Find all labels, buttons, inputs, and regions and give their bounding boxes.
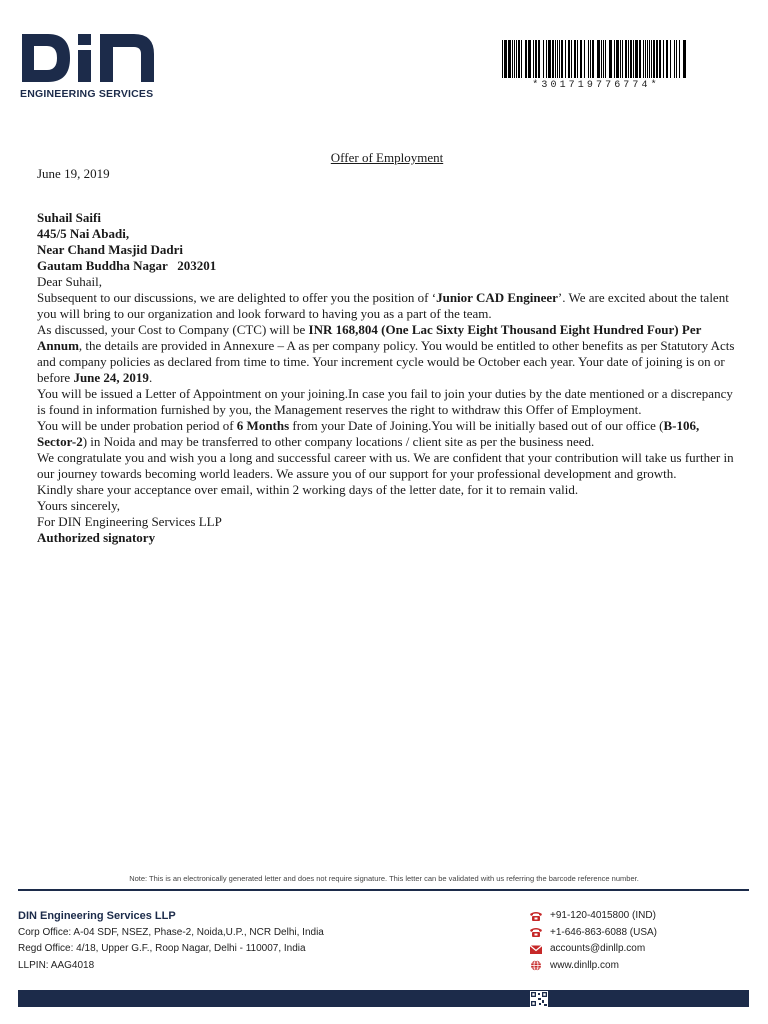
din-logo-mark bbox=[20, 32, 156, 84]
barcode-bar bbox=[543, 40, 544, 78]
barcode-number: *301719776774* bbox=[532, 80, 660, 91]
address-line: Gautam Buddha Nagar 203201 bbox=[37, 258, 217, 273]
barcode-bar bbox=[559, 40, 560, 78]
paragraph-probation bbox=[37, 418, 737, 450]
closing-line: Yours sincerely, bbox=[37, 498, 121, 513]
signatory: Authorized signatory bbox=[37, 530, 156, 545]
letter-body bbox=[37, 150, 737, 546]
barcode-bar bbox=[568, 40, 570, 78]
letter-date: June 19, 2019 bbox=[37, 166, 110, 181]
barcode-bar bbox=[649, 40, 650, 78]
barcode-bar bbox=[512, 40, 513, 78]
text-run: ) in Noida and may be transferred to other company locations / client site as per the business need. bbox=[82, 434, 595, 449]
barcode-bar bbox=[609, 40, 612, 78]
barcode-bar bbox=[633, 40, 634, 78]
contact-email[interactable] bbox=[529, 941, 657, 958]
barcode-bar bbox=[516, 40, 517, 78]
barcode-bar bbox=[508, 40, 511, 78]
barcode-bar bbox=[577, 40, 578, 78]
regd-office: Regd Office: 4/18, Upper G.F., Roop Nagar, Delhi - 110007, India bbox=[18, 943, 306, 954]
barcode-bar bbox=[535, 40, 537, 78]
barcode-bar bbox=[525, 40, 527, 78]
phone-ind-text: +91-120-4015800 (IND) bbox=[550, 910, 656, 921]
text-run: Subsequent to our discussions, we are delighted to offer you the position of ‘ bbox=[37, 290, 437, 305]
barcode-bar bbox=[584, 40, 585, 78]
joining-date: June 24, 2019 bbox=[73, 370, 149, 385]
barcode-bar bbox=[674, 40, 675, 78]
barcode-bar bbox=[574, 40, 576, 78]
paragraph-ctc bbox=[37, 322, 737, 386]
text-run: . bbox=[148, 370, 153, 385]
barcode-bar bbox=[533, 40, 534, 78]
phone-usa-text: +1-646-863-6088 (USA) bbox=[550, 926, 658, 938]
paragraph-position bbox=[37, 290, 737, 322]
barcode-bar bbox=[656, 40, 658, 78]
job-title: Junior CAD Engineer bbox=[436, 290, 558, 305]
barcode-bar bbox=[546, 40, 547, 78]
barcode-bar bbox=[625, 40, 627, 78]
mail-icon bbox=[529, 944, 543, 955]
reference-barcode bbox=[502, 40, 690, 91]
probation-period: 6 Months bbox=[236, 418, 290, 433]
text-run: , the details are provided in Annexure – A as per company policy. You would be entitled to other benefits as per Statutory Acts and company policies as declared from time to time. Your increment cycle would be October each year. Your date of joining is on or before bbox=[37, 338, 735, 385]
text-run: You will be under probation period of bbox=[37, 418, 237, 433]
phone-icon bbox=[529, 911, 543, 922]
barcode-bar bbox=[521, 40, 522, 78]
barcode-bar bbox=[557, 40, 558, 78]
validation-note: Note: This is an electronically generated letter and does not require signature. This letter can be validated with us referring the barcode reference number. bbox=[129, 874, 639, 883]
footer-company-info bbox=[18, 908, 324, 974]
paragraph-congratulations: We congratulate you and wish you a long and successful career with us. We are confident that your contribution will take us further in our journey towards becoming world leaders. We assure you of our support for your professional development and growth. bbox=[37, 450, 734, 481]
barcode-icon bbox=[502, 40, 690, 78]
email-text[interactable]: accounts@dinllp.com bbox=[550, 943, 646, 954]
barcode-bar bbox=[588, 40, 589, 78]
barcode-bar bbox=[580, 40, 582, 78]
barcode-bar bbox=[614, 40, 615, 78]
barcode-bar bbox=[605, 40, 606, 78]
text-run: As discussed, your Cost to Company (CTC) will be bbox=[37, 322, 309, 337]
text-run: ’. We are excited about the talent you will bring to our organization and look forward to having you as a part of the team. bbox=[37, 290, 729, 321]
barcode-bar bbox=[528, 40, 531, 78]
barcode-bar bbox=[504, 40, 507, 78]
barcode-bar bbox=[653, 40, 655, 78]
barcode-bar bbox=[645, 40, 646, 78]
contact-website[interactable] bbox=[529, 958, 657, 975]
company-logo bbox=[20, 32, 165, 100]
barcode-bar bbox=[518, 40, 520, 78]
address-line: Suhail Saifi bbox=[37, 210, 101, 225]
corp-office: Corp Office: A-04 SDF, NSEZ, Phase-2, Noida,U.P., NCR Delhi, India bbox=[18, 926, 324, 938]
barcode-bar bbox=[555, 40, 556, 78]
footer-contacts bbox=[529, 908, 657, 974]
barcode-bar bbox=[561, 40, 563, 78]
logo-tagline: ENGINEERING SERVICES bbox=[20, 88, 154, 100]
barcode-bar bbox=[620, 40, 621, 78]
barcode-bar bbox=[670, 40, 671, 78]
barcode-bar bbox=[666, 40, 668, 78]
footer-company-name: DIN Engineering Services LLP bbox=[18, 910, 176, 922]
closing-company: For DIN Engineering Services LLP bbox=[37, 514, 222, 529]
barcode-bar bbox=[548, 40, 551, 78]
barcode-bar bbox=[552, 40, 554, 78]
barcode-bar bbox=[590, 40, 591, 78]
barcode-bar bbox=[628, 40, 629, 78]
office-location: B-106, Sector-2 bbox=[37, 418, 700, 449]
barcode-bar bbox=[630, 40, 632, 78]
barcode-bar bbox=[603, 40, 604, 78]
salutation: Dear Suhail, bbox=[37, 274, 102, 289]
website-text[interactable]: www.dinllp.com bbox=[550, 959, 619, 971]
globe-icon bbox=[529, 960, 543, 971]
paragraph-acceptance: Kindly share your acceptance over email, within 2 working days of the letter date, for it to remain valid. bbox=[37, 482, 579, 497]
barcode-bar bbox=[616, 40, 619, 78]
barcode-bar bbox=[592, 40, 594, 78]
barcode-bar bbox=[647, 40, 648, 78]
barcode-bar bbox=[676, 40, 677, 78]
barcode-bar bbox=[639, 40, 641, 78]
barcode-bar bbox=[679, 40, 680, 78]
llpin: LLPIN: AAG4018 bbox=[18, 959, 95, 971]
barcode-bar bbox=[643, 40, 644, 78]
contact-phone-ind bbox=[529, 908, 657, 925]
barcode-bar bbox=[622, 40, 623, 78]
letter-heading: Offer of Employment bbox=[330, 150, 444, 165]
barcode-bar bbox=[635, 40, 638, 78]
barcode-bar bbox=[597, 40, 600, 78]
barcode-bar bbox=[683, 40, 686, 78]
address-line: 445/5 Nai Abadi, bbox=[37, 226, 130, 241]
address-line: Near Chand Masjid Dadri bbox=[37, 242, 184, 257]
contact-phone-usa bbox=[529, 925, 657, 942]
barcode-bar bbox=[538, 40, 540, 78]
barcode-bar bbox=[514, 40, 515, 78]
barcode-bar bbox=[571, 40, 572, 78]
barcode-bar bbox=[565, 40, 566, 78]
recipient-address bbox=[37, 210, 737, 274]
phone-icon bbox=[529, 927, 543, 938]
qr-code-icon bbox=[530, 991, 548, 1007]
ctc-amount: INR 168,804 (One Lac Sixty Eight Thousand Eight Hundred Four) Per Annum bbox=[37, 322, 702, 353]
barcode-bar bbox=[663, 40, 664, 78]
barcode-bar bbox=[601, 40, 602, 78]
footer-bar bbox=[18, 990, 749, 1007]
text-run: from your Date of Joining.You will be initially based out of our office ( bbox=[289, 418, 664, 433]
barcode-bar bbox=[651, 40, 652, 78]
paragraph-appointment: You will be issued a Letter of Appointment on your joining.In case you fail to join your duties by the date mentioned or a discrepancy is found in information furnished by you, the Management reserves the right to withdraw this Offer of Employment. bbox=[37, 386, 733, 417]
footer-divider bbox=[18, 889, 749, 891]
barcode-bar bbox=[502, 40, 503, 78]
barcode-bar bbox=[659, 40, 661, 78]
